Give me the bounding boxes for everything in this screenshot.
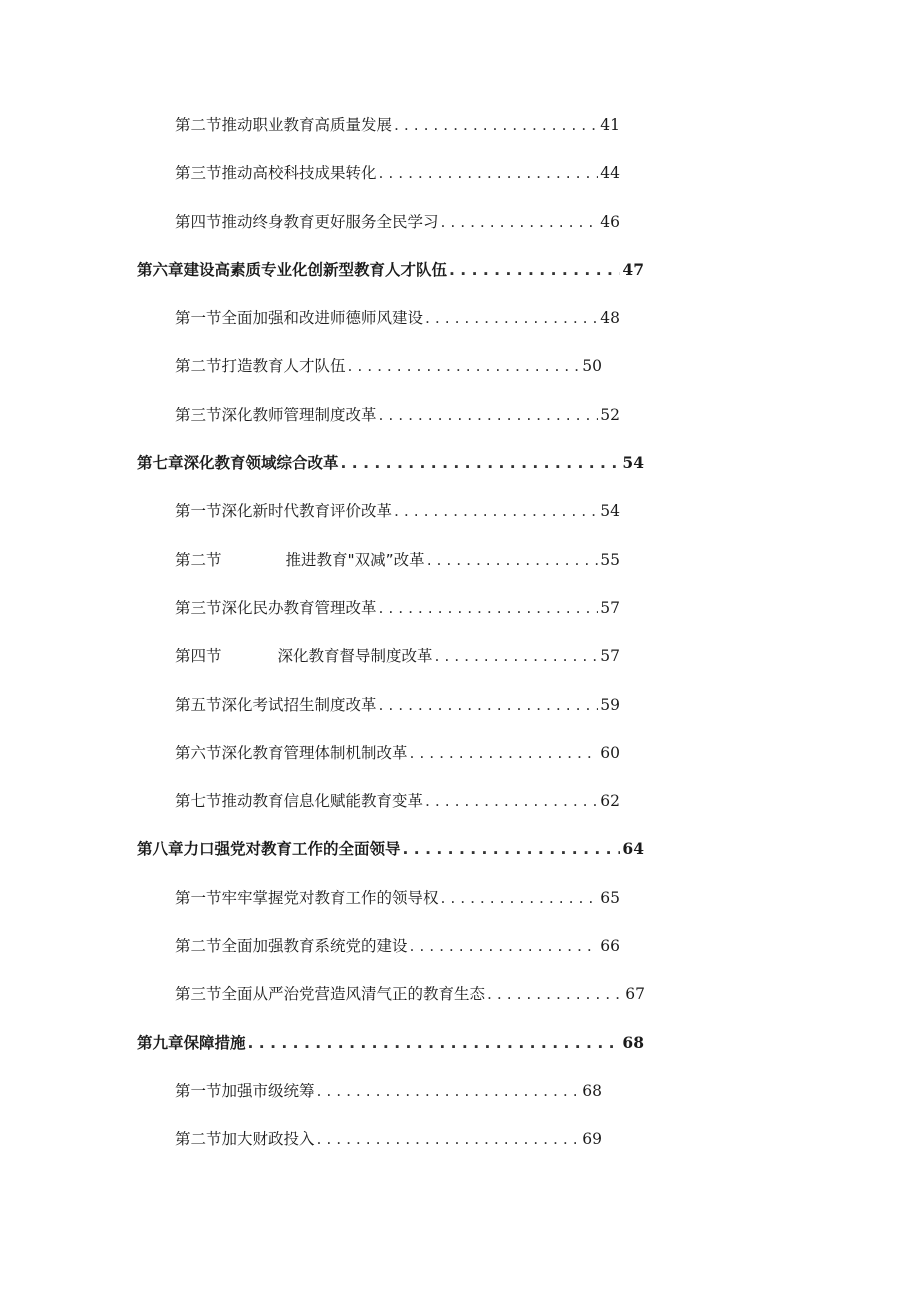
toc-entry-subject: 深化教育督导制度改革 — [277, 647, 433, 666]
toc-entry[interactable] — [175, 593, 620, 641]
dot-leader — [403, 834, 621, 864]
toc-entry[interactable] — [175, 207, 620, 255]
dot-leader — [317, 1124, 581, 1154]
toc-entry[interactable] — [175, 400, 620, 448]
dot-leader — [410, 738, 599, 768]
dot-leader — [379, 690, 599, 720]
toc-chapter-page: 47 — [622, 259, 644, 279]
toc-entry-title: 第一节深化新时代教育评价改革 — [175, 502, 393, 521]
toc-entry[interactable] — [175, 690, 620, 738]
toc-entry-title: 第五节深化考试招生制度改革 — [175, 695, 377, 714]
dot-leader — [341, 448, 621, 478]
toc-entry-page: 59 — [600, 695, 620, 714]
dot-leader — [410, 931, 599, 961]
toc-entry-title: 第二节打造教育人才队伍 — [175, 357, 346, 376]
toc-entry-title: 第四节推动终身教育更好服务全民学习 — [175, 212, 439, 231]
toc-entry-page: 57 — [600, 647, 620, 666]
toc-chapter-page: 54 — [622, 453, 644, 473]
toc-chapter-entry[interactable] — [137, 1028, 644, 1076]
dot-leader — [427, 545, 599, 575]
toc-entry[interactable] — [175, 496, 620, 544]
toc-entry[interactable] — [175, 545, 620, 593]
dot-leader — [348, 351, 581, 381]
toc-entry-title: 第二节加大财政投入 — [175, 1130, 315, 1149]
dot-leader — [394, 110, 598, 140]
toc-entry-page: 54 — [600, 502, 620, 521]
toc-chapter-title: 第七章深化教育领域综合改革 — [137, 454, 339, 473]
dot-leader — [435, 641, 599, 671]
dot-leader — [394, 496, 598, 526]
toc-entry[interactable] — [175, 883, 620, 931]
toc-entry[interactable] — [175, 110, 620, 158]
toc-entry-page: 48 — [600, 309, 620, 328]
toc-entry-page: 50 — [582, 357, 602, 376]
dot-leader — [449, 255, 620, 285]
toc-entry[interactable] — [175, 786, 620, 834]
toc-entry[interactable] — [175, 979, 645, 1027]
toc-entry-page: 60 — [600, 743, 620, 762]
dot-leader — [441, 207, 599, 237]
toc-entry-title — [175, 641, 433, 671]
toc-entry-page: 55 — [600, 550, 620, 569]
toc-chapter-title: 第九章保障措施 — [137, 1033, 246, 1052]
toc-entry-page: 66 — [600, 937, 620, 956]
toc-entry-title: 第三节深化教师管理制度改革 — [175, 405, 377, 424]
toc-entry-page: 65 — [600, 888, 620, 907]
toc-entry-title: 第三节推动高校科技成果转化 — [175, 164, 377, 183]
toc-entry-page: 62 — [600, 792, 620, 811]
dot-leader — [379, 593, 599, 623]
table-of-contents — [0, 110, 920, 1173]
toc-entry-title: 第二节全面加强教育系统党的建设 — [175, 937, 408, 956]
toc-entry[interactable] — [175, 1076, 602, 1124]
dot-leader — [425, 303, 598, 333]
toc-entry[interactable] — [175, 351, 602, 399]
toc-entry-page: 68 — [582, 1081, 602, 1100]
toc-entry-page: 69 — [582, 1130, 602, 1149]
toc-chapter-entry[interactable] — [137, 255, 644, 303]
toc-entry[interactable] — [175, 1124, 602, 1172]
dot-leader — [248, 1028, 621, 1058]
toc-chapter-entry[interactable] — [137, 448, 644, 496]
toc-chapter-title: 第八章力口强党对教育工作的全面领导 — [137, 840, 401, 859]
toc-entry-page: 44 — [600, 164, 620, 183]
toc-entry-title: 第六节深化教育管理体制机制改革 — [175, 743, 408, 762]
toc-entry-page: 57 — [600, 598, 620, 617]
toc-entry-page: 52 — [600, 405, 620, 424]
toc-chapter-entry[interactable] — [137, 834, 644, 882]
dot-leader — [379, 400, 599, 430]
toc-entry-title: 第二节推动职业教育高质量发展 — [175, 116, 393, 134]
toc-entry-title: 第三节全面从严治党营造风清气正的教育生态 — [175, 985, 486, 1004]
toc-chapter-page: 68 — [622, 1032, 644, 1052]
toc-entry-title: 第七节推动教育信息化赋能教育变革 — [175, 792, 424, 811]
toc-entry-page: 41 — [600, 116, 620, 134]
toc-entry-number: 第四节 — [175, 647, 222, 666]
toc-chapter-page: 64 — [622, 839, 644, 859]
toc-entry-title — [175, 545, 425, 575]
dot-leader — [317, 1076, 581, 1106]
toc-entry-subject: 推进教育"双减”改革 — [285, 550, 425, 569]
dot-leader — [425, 786, 598, 816]
toc-entry-title: 第一节牢牢掌握党对教育工作的领导权 — [175, 888, 439, 907]
toc-entry[interactable] — [175, 931, 620, 979]
toc-entry-title: 第一节加强市级统筹 — [175, 1081, 315, 1100]
toc-entry-number: 第二节 — [175, 550, 222, 569]
toc-entry[interactable] — [175, 158, 620, 206]
dot-leader — [379, 158, 599, 188]
toc-entry-title: 第一节全面加强和改进师德师风建设 — [175, 309, 424, 328]
toc-entry-title: 第三节深化民办教育管理改革 — [175, 598, 377, 617]
toc-entry-page: 67 — [625, 985, 645, 1004]
toc-chapter-title: 第六章建设高素质专业化创新型教育人才队伍 — [137, 260, 448, 279]
toc-entry[interactable] — [175, 738, 620, 786]
toc-entry-page: 46 — [600, 212, 620, 231]
toc-entry[interactable] — [175, 303, 620, 351]
dot-leader — [441, 883, 599, 913]
toc-entry[interactable] — [175, 641, 620, 689]
dot-leader — [487, 979, 623, 1009]
